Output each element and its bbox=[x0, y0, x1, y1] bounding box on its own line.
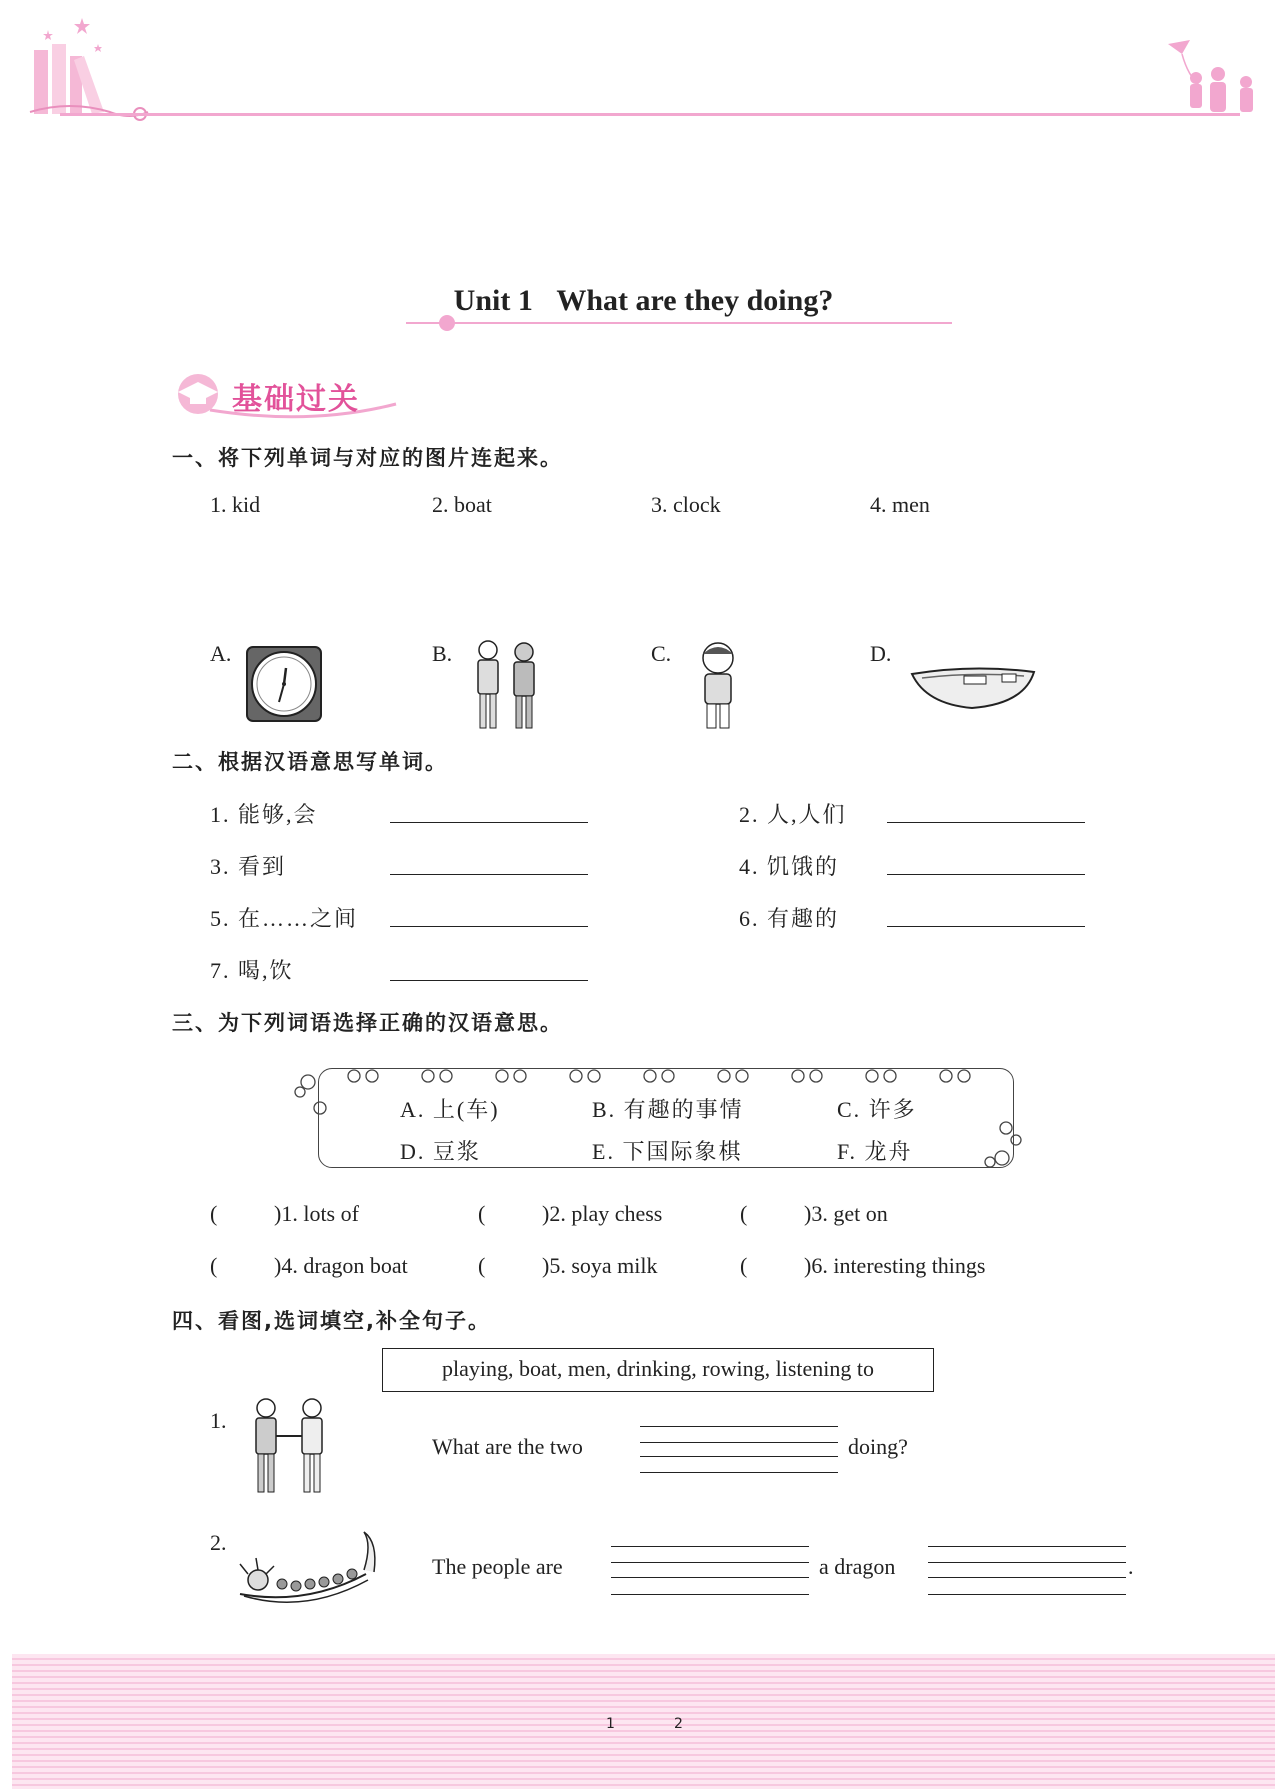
question-number: 1. bbox=[210, 1408, 227, 1433]
vocab-item: 7. 喝,饮 bbox=[210, 958, 294, 983]
match-item: )4. dragon boat bbox=[274, 1253, 408, 1278]
picture-letter: B. bbox=[432, 641, 453, 666]
answer-blank[interactable] bbox=[390, 874, 588, 875]
match-item: )1. lots of bbox=[274, 1201, 359, 1226]
picture-letter: C. bbox=[651, 641, 672, 666]
answer-paren[interactable]: ( bbox=[210, 1253, 218, 1278]
answer-blank[interactable] bbox=[887, 822, 1085, 823]
word-item: 1. kid bbox=[210, 492, 261, 517]
word-item: 2. boat bbox=[432, 492, 492, 517]
answer-blank-line bbox=[611, 1546, 809, 1547]
answer-paren[interactable]: ( bbox=[740, 1253, 748, 1278]
dragon-boat-icon bbox=[236, 1524, 382, 1620]
unit-title-text: What are they doing? bbox=[556, 284, 834, 317]
title-underline bbox=[406, 322, 952, 324]
match-item: )2. play chess bbox=[542, 1201, 663, 1226]
answer-blank[interactable] bbox=[611, 1577, 809, 1578]
footer-stripes bbox=[12, 1654, 1275, 1789]
kids-kite-icon bbox=[1160, 36, 1270, 120]
question-text: What are the two bbox=[432, 1434, 583, 1459]
page-title bbox=[0, 284, 1287, 318]
answer-blank[interactable] bbox=[887, 874, 1085, 875]
option-item: E. 下国际象棋 bbox=[592, 1139, 743, 1164]
option-item: B. 有趣的事情 bbox=[592, 1097, 744, 1122]
match-item: )6. interesting things bbox=[804, 1253, 986, 1278]
answer-blank[interactable] bbox=[640, 1456, 838, 1457]
vocab-item: 1. 能够,会 bbox=[210, 802, 318, 827]
answer-blank-line bbox=[611, 1562, 809, 1563]
answer-blank[interactable] bbox=[390, 980, 588, 981]
unit-label: Unit 1 bbox=[453, 284, 533, 317]
picture-letter: D. bbox=[870, 641, 892, 666]
section2-heading: 二、根据汉语意思写单词。 bbox=[172, 750, 448, 774]
title-underline-dot bbox=[439, 315, 455, 331]
page-number-left: 1 bbox=[606, 1716, 615, 1732]
vocab-item: 3. 看到 bbox=[210, 854, 287, 879]
question-text: . bbox=[1128, 1554, 1134, 1579]
answer-blank[interactable] bbox=[390, 926, 588, 927]
vocab-item: 4. 饥饿的 bbox=[739, 854, 840, 879]
section3-heading: 三、为下列词语选择正确的汉语意思。 bbox=[172, 1011, 563, 1035]
page-number-right: 2 bbox=[674, 1716, 683, 1732]
word-item: 4. men bbox=[870, 492, 930, 517]
answer-blank[interactable] bbox=[390, 822, 588, 823]
boat-icon bbox=[908, 660, 1038, 712]
match-item: )3. get on bbox=[804, 1201, 888, 1226]
section-badge bbox=[170, 370, 400, 422]
word-item: 3. clock bbox=[651, 492, 721, 517]
answer-paren[interactable]: ( bbox=[740, 1201, 748, 1226]
question-text: The people are bbox=[432, 1554, 563, 1579]
answer-blank-line bbox=[640, 1472, 838, 1473]
men-handshake-icon bbox=[250, 1396, 332, 1500]
answer-blank[interactable] bbox=[887, 926, 1085, 927]
question-text: doing? bbox=[848, 1434, 908, 1459]
kid-icon bbox=[688, 640, 748, 732]
answer-blank-line bbox=[611, 1594, 809, 1595]
question-number: 2. bbox=[210, 1530, 227, 1555]
option-item: D. 豆浆 bbox=[400, 1139, 481, 1164]
answer-paren[interactable]: ( bbox=[210, 1201, 218, 1226]
word-bank-text: playing, boat, men, drinking, rowing, listening to bbox=[441, 1356, 874, 1381]
answer-blank[interactable] bbox=[928, 1577, 1126, 1578]
answer-blank-line bbox=[928, 1562, 1126, 1563]
answer-blank-line bbox=[640, 1442, 838, 1443]
vocab-item: 2. 人,人们 bbox=[739, 802, 847, 827]
option-item: A. 上(车) bbox=[400, 1097, 500, 1122]
vocab-item: 6. 有趣的 bbox=[739, 906, 840, 931]
books-stars-icon bbox=[0, 0, 1287, 140]
answer-blank-line bbox=[928, 1594, 1126, 1595]
match-item: )5. soya milk bbox=[542, 1253, 658, 1278]
answer-blank-line bbox=[640, 1426, 838, 1427]
vocab-item: 5. 在……之间 bbox=[210, 906, 359, 931]
section1-heading: 一、将下列单词与对应的图片连起来。 bbox=[172, 446, 563, 470]
question-text: a dragon bbox=[819, 1554, 896, 1579]
clock-icon bbox=[246, 646, 322, 722]
option-item: C. 许多 bbox=[837, 1097, 917, 1122]
answer-blank-line bbox=[928, 1546, 1126, 1547]
picture-letter: A. bbox=[210, 641, 232, 666]
two-men-icon bbox=[472, 638, 542, 734]
section4-heading: 四、看图,选词填空,补全句子。 bbox=[172, 1309, 491, 1333]
header-decoration bbox=[0, 0, 1287, 140]
option-item: F. 龙舟 bbox=[837, 1139, 913, 1164]
answer-paren[interactable]: ( bbox=[478, 1253, 486, 1278]
answer-paren[interactable]: ( bbox=[478, 1201, 486, 1226]
badge-label: 基础过关 bbox=[232, 382, 360, 417]
